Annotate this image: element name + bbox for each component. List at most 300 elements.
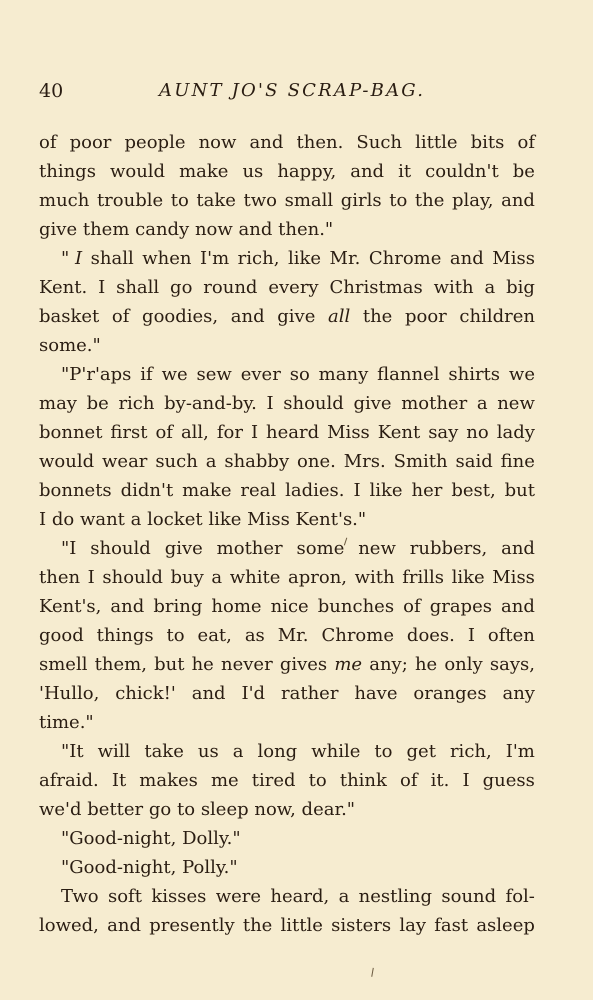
word [112,766,126,795]
word [206,447,217,476]
word [151,882,206,911]
word-text: rich, [237,248,280,269]
text-line [39,824,535,853]
word [506,882,535,911]
word-text: goodies, [142,306,219,327]
print-speck [371,968,376,977]
word [297,534,345,563]
word [412,476,443,505]
word [171,186,189,215]
word-text: take [196,190,236,211]
word-text: white [229,567,281,588]
word-text: grapes [429,596,492,617]
word [171,563,204,592]
word [250,128,284,157]
word [115,679,176,708]
word-text: little [415,132,458,153]
word [140,360,152,389]
word-text: basket [39,306,100,327]
word [506,737,535,766]
word-text: as [244,625,265,646]
word-text: buy [170,567,204,588]
word-text: play, [452,190,494,211]
word [39,389,77,418]
word-text: round [203,277,258,298]
word-text: them [82,219,130,240]
word [112,302,130,331]
word [39,331,101,360]
text-line [39,853,535,882]
word-text: often [487,625,535,646]
word [451,476,495,505]
word [434,273,474,302]
word-text: I [353,480,361,501]
word-text: I'd [241,683,266,704]
word-text: Mr. [277,625,309,646]
word [283,389,344,418]
word-text: go [170,277,193,298]
word-text: give [353,393,392,414]
word [39,505,46,534]
word [87,795,143,824]
word [39,157,96,186]
word [281,911,323,940]
word-text: of [155,422,173,443]
word [403,592,421,621]
word [258,737,298,766]
word [39,650,87,679]
word-text: presently [149,915,235,936]
word [518,128,536,157]
word-text: think [339,770,387,791]
word-text: he [191,654,214,675]
word [182,824,241,853]
word-text: then. [296,132,344,153]
word-text: fol- [505,886,535,907]
word-text: oranges [413,683,487,704]
word-text: go [148,799,172,820]
word-text: should [90,538,151,559]
word [198,737,219,766]
word [285,476,344,505]
word-text: by-and-by. [164,393,257,414]
word [242,157,263,186]
word-text: when [142,248,192,269]
word [468,621,475,650]
word-text: and [249,132,284,153]
italic-word: me [334,654,363,675]
word [155,418,173,447]
word-text: Miss [247,509,290,530]
word-text: like [369,480,403,501]
word-text: should [283,393,344,414]
word [192,679,226,708]
word-text: make [179,161,229,182]
word [170,273,192,302]
word-text: big [506,277,535,298]
word-text: tired [251,770,296,791]
word [110,592,144,621]
word [341,186,382,215]
word [370,476,403,505]
word-text: I [266,393,274,414]
word [277,302,315,331]
word [102,447,147,476]
word [267,389,274,418]
word [244,186,277,215]
word [88,563,95,592]
word [285,186,334,215]
word-text: many [318,364,369,385]
word [192,650,214,679]
word-text: Mr. [329,248,361,269]
text-line [39,331,535,360]
word-text: heard [266,422,320,443]
word-text: does. [406,625,455,646]
page-header [39,78,533,108]
word [505,476,535,505]
word [179,157,228,186]
word-text: such [155,451,198,472]
text-line [39,911,535,940]
word-text: heard, [270,886,330,907]
word-text: one. [297,451,336,472]
word [155,447,198,476]
word-text: of [111,306,130,327]
word [356,128,402,157]
word [389,186,407,215]
word [139,766,198,795]
word-text: shirts [448,364,501,385]
word-text: say [428,422,459,443]
word [224,447,289,476]
word-text: any [502,683,535,704]
word [402,563,444,592]
word [238,244,280,273]
word [254,795,295,824]
word-text: every [268,277,319,298]
word [501,534,535,563]
word [407,621,455,650]
word-text: It [111,770,127,791]
word-text: nestling [358,886,433,907]
word-text: mother [401,393,468,414]
word-text: Chrome [321,625,394,646]
word [247,505,290,534]
word-text: flannel [377,364,440,385]
word [200,244,229,273]
word-text: like [208,509,242,530]
word [39,302,99,331]
word [70,128,112,157]
word-text: I'm [505,741,535,762]
word-text: and [238,219,273,240]
word [450,244,484,273]
word-text: Polly." [182,857,238,878]
word [98,737,131,766]
word [344,447,386,476]
word [110,418,147,447]
word [149,911,234,940]
page-number: 40 [39,80,64,102]
word [492,244,535,273]
italic-word: I [75,248,83,269]
word-text: some [296,538,345,559]
word-text: but [504,480,535,501]
word-text: lady [496,422,535,443]
word-text: sisters [331,915,392,936]
word-text: frills [402,567,444,588]
word [339,882,350,911]
text-line [39,360,535,389]
word [203,273,257,302]
word [415,650,437,679]
word-text: apron, [288,567,348,588]
word-text: little [280,915,323,936]
word-text: kisses [151,886,207,907]
word [369,244,442,273]
word [107,911,141,940]
word-text: us [242,161,264,182]
word-text: a [130,509,142,530]
word-text: and [501,596,535,617]
word [61,244,82,273]
word-text: shabby [224,451,290,472]
word-text: Kent. [39,277,88,298]
word-text: to [308,770,327,791]
text-line [39,447,535,476]
word [196,186,236,215]
word-text: mother [216,538,283,559]
word-text: said [455,451,493,472]
word-text: rich [118,393,155,414]
word-text: sleep [200,799,249,820]
word-text: asleep [476,915,535,936]
word-text: we [161,364,188,385]
word [131,505,142,534]
word-text: people [124,132,186,153]
word [363,302,392,331]
word [428,418,458,447]
word [329,273,422,302]
word-text: home [211,596,262,617]
word-text: bunches [317,596,395,617]
word-text: Kent [377,422,421,443]
word [177,795,195,824]
word [167,621,185,650]
word-text: two [243,190,278,211]
word-text: things [96,625,154,646]
running-title: AUNT JO'S SCRAP-BAG. [159,80,426,101]
word-text: small [284,190,334,211]
word-text: things [39,161,96,182]
word-text: and [350,161,385,182]
word-text: I [467,625,475,646]
word-text: some." [39,335,101,356]
word [488,621,535,650]
word [281,679,338,708]
word [110,157,165,186]
word [319,360,369,389]
word-text: I [98,277,106,298]
word-text: would [39,451,95,472]
word [288,244,321,273]
word [61,853,176,882]
word [311,737,360,766]
word [39,476,112,505]
word-text: bonnet [39,422,103,443]
word-text: take [144,741,184,762]
word-text: Miss [327,422,370,443]
word-text: of [403,596,421,617]
word-text: want [79,509,125,530]
word-text: "I [61,538,77,559]
word [400,766,418,795]
word-text: never [221,654,273,675]
word [270,882,329,911]
word [455,447,492,476]
word-text: better [87,799,144,820]
word-text: girls [340,190,382,211]
word [39,215,77,244]
word [83,215,130,244]
word-text: for [216,422,243,443]
word [501,447,535,476]
word-text: sew [196,364,232,385]
word [39,563,80,592]
word [452,563,485,592]
word [39,621,84,650]
word [497,418,535,447]
word-text: a [211,567,223,588]
word-text: were [215,886,262,907]
word [271,592,309,621]
word-text: a [205,451,217,472]
word [399,911,426,940]
word [405,302,447,331]
word-text: long [257,741,298,762]
word [471,128,505,157]
word-text: be [86,393,109,414]
word-text: no [466,422,489,443]
word [350,157,384,186]
word [485,273,496,302]
word [240,476,276,505]
word [302,795,356,824]
word [102,563,163,592]
word [374,737,392,766]
word-text: and [110,596,145,617]
word-text: real [240,480,277,501]
word [501,186,535,215]
word [217,418,243,447]
word-text: Kent's." [295,509,367,530]
word [444,650,482,679]
word-text: the [362,306,393,327]
word-text: and [449,248,484,269]
word-text: with [433,277,474,298]
word-text: children [459,306,535,327]
word [334,650,362,679]
word-text: 'Hullo, [39,683,100,704]
word [39,679,99,708]
word [39,186,89,215]
word [483,766,535,795]
word-text: us [197,741,219,762]
word [450,737,492,766]
word [241,360,281,389]
word-text: and [230,306,265,327]
word-text: may [39,393,77,414]
word-text: a [484,277,496,298]
word [398,157,411,186]
word-text: gives [279,654,328,675]
word [251,418,258,447]
word [39,795,82,824]
word-text: afraid. [39,770,99,791]
word [39,447,94,476]
word [358,534,396,563]
word-text: smell [39,654,88,675]
word [278,621,309,650]
word-text: Miss [492,248,535,269]
italic-word: all [327,306,351,327]
word [61,824,176,853]
word-text: nice [270,596,309,617]
word-text: give [164,538,203,559]
word [230,563,281,592]
text-line [39,389,535,418]
word [415,128,457,157]
word-text: fine [500,451,535,472]
word [153,592,202,621]
word-text: Christmas [329,277,423,298]
word [354,679,397,708]
text-line [39,882,535,911]
word [328,302,350,331]
word-text: like [287,248,322,269]
word [52,505,74,534]
word [211,563,222,592]
word [91,244,134,273]
word-text: so [289,364,310,385]
word-text: poor [69,132,112,153]
word-text: good [39,625,84,646]
word-text: I'm [200,248,230,269]
word-text: then [39,567,81,588]
word-text: the [242,915,273,936]
word-text: soft [107,886,142,907]
word-text: but [154,654,185,675]
word-text: do [51,509,75,530]
text-line [39,273,535,302]
word [434,911,468,940]
word-text: get [406,741,436,762]
word-text: much [39,190,90,211]
word [80,505,125,534]
word-text: with [354,567,395,588]
word [502,679,535,708]
word-text: to [374,741,393,762]
word [144,737,184,766]
word-text: of [517,132,535,153]
word-text: time." [39,712,94,733]
word-text: didn't [120,480,174,501]
word [182,476,231,505]
word [164,389,257,418]
word [121,476,174,505]
word [280,650,327,679]
